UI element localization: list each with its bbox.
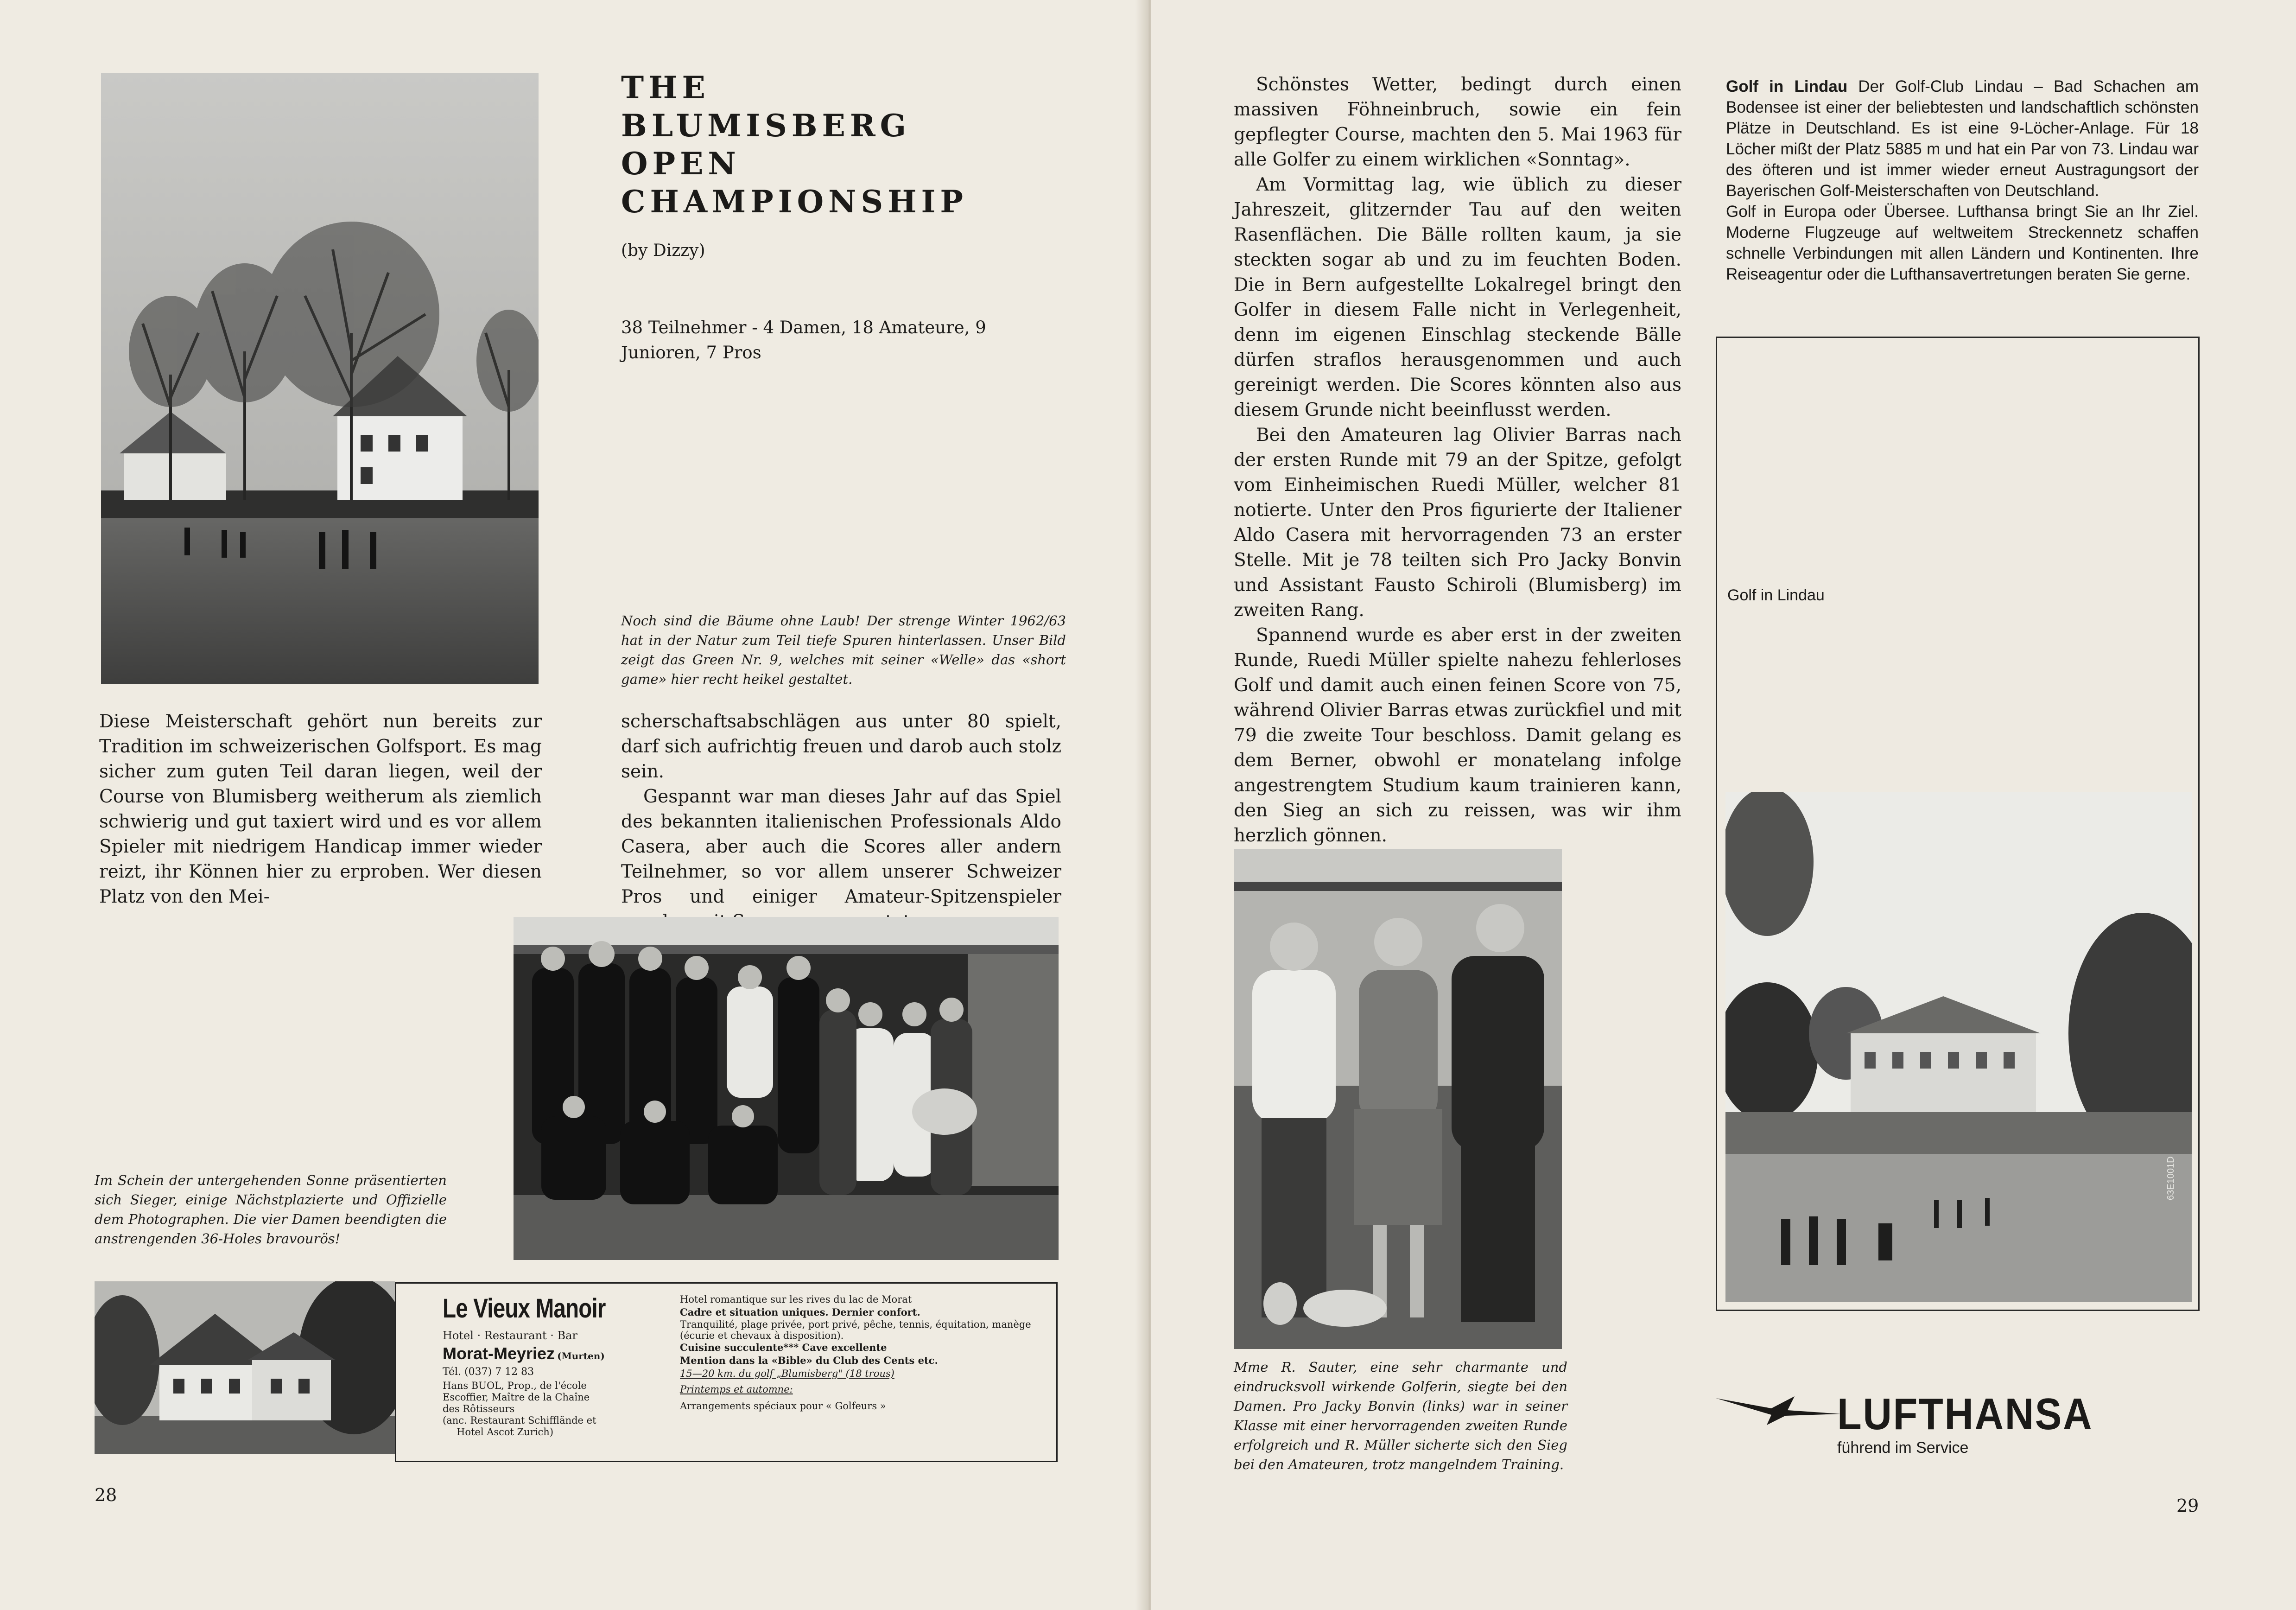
lufthansa-ad-paragraph-2: Golf in Europa oder Übersee. Lufthansa bringt Sie an Ihr Ziel. Moderne Flugzeuge auf weltweitem Streckennetz schaffen schnelle Verbindungen mit allen Ländern und Kontinenten. Ihre Reiseagentur oder die Lufthansavertretungen beraten Sie gerne. (1726, 203, 2199, 283)
ad-desc-line: Cadre et situation uniques. Dernier confort. (680, 1306, 920, 1318)
article-column-2 (621, 709, 1061, 935)
lufthansa-ad-heading: Golf in Lindau (1726, 77, 1848, 95)
ad-location-line (443, 1344, 605, 1363)
lufthansa-box-label: Golf in Lindau (1727, 586, 1825, 604)
page-number-left: 28 (95, 1485, 117, 1505)
crane-icon (1716, 1394, 1841, 1427)
ad-description (680, 1293, 1041, 1413)
col3-paragraph-1: Schönstes Wetter, bedingt durch einen massiven Föhneinbruch, sowie ein fein gepflegter Course, machten den 5. Mai 1963 für alle Golfer zu einem wirklichen «Sonntag». (1234, 74, 1681, 170)
col3-paragraph-4: Spannend wurde es aber erst in der zweiten Runde, Ruedi Müller spielte nahezu fehlerloses Golf und damit auch einen feinen Score von 75, während Olivier Barras etwas zurückfiel und mit 79 die zweite Tour beschloss. Damit gelang es dem Berner, obwohl er monatelang infolge angestrengtem Studium kaum trainieren kann, den Sieg an sich zu reissen, was wir ihm herzlich gönnen. (1234, 625, 1681, 846)
photo-caption-group: Im Schein der untergehenden Sonne präsentierten sich Sieger, einige Nächstplazierte und Offizielle dem Photographen. Die vier Damen beendigten die anstrengenden 36-Holes bravourös! (95, 1172, 447, 1247)
ad-owner-line: des Rôtisseurs (443, 1403, 515, 1414)
ad-hotel-photo (95, 1281, 395, 1454)
article-column-1 (99, 709, 542, 910)
ad-desc-line: Hotel romantique sur les rives du lac de Morat (680, 1294, 912, 1305)
title-line-2: BLUMISBERG (621, 108, 911, 144)
col2-paragraph-1: scherschaftsabschlägen aus unter 80 spielt, darf sich aufrichtig freuen und darob auch stolz sein. (621, 711, 1061, 782)
ad-desc-line: Printemps et automne: (680, 1384, 793, 1395)
ad-location: Morat-Meyriez (443, 1344, 555, 1363)
photo-clubhouse-green (101, 73, 539, 684)
ad-owner-line: Escoffier, Maître de la Chaîne (443, 1392, 590, 1403)
article-title (621, 69, 1029, 221)
photo-caption-green: Noch sind die Bäume ohne Laub! Der strenge Winter 1962/63 hat in der Natur zum Teil tiefe Spuren hinterlassen. Unser Bild zeigt das Green Nr. 9, welches mit seiner «Welle» das «short game» hier recht heikel gestaltet. (621, 613, 1066, 687)
lufthansa-logo-text: LUFTHANSA (1837, 1389, 2093, 1439)
lufthansa-ad-text (1726, 76, 2199, 285)
byline: (by Dizzy) (621, 241, 705, 260)
ad-desc-line: Tranquilité, plage privée, port privé, pêche, tennis, équitation, manège (écurie et chevaux à disposition). (680, 1319, 1031, 1341)
col2-paragraph-2: Gespannt war man dieses Jahr auf das Spiel des bekannten italienischen Professionals Aldo Casera, aber auch die Scores aller andern Teilnehmer, so vor allem unserer Schweizer Pros und einiger Amateur-Spitzenspieler (621, 786, 1061, 907)
lufthansa-slogan: führend im Service (1837, 1439, 1969, 1457)
col1-paragraph: Diese Meisterschaft gehört nun bereits zur Tradition im schweizerischen Golfsport. Es mag sicher zum guten Teil daran liegen, weil der Course von Blumisberg weitherum als ziemlich schwierig und gut taxiert wird und es vor allem Spieler mit niedrigem Handicap immer wieder reizt, ihr Können hier zu erproben. Wer diesen Platz von den Mei- (99, 711, 542, 907)
photo-lindau-golf (1725, 792, 2192, 1302)
ad-hotel-subtitle: Hotel · Restaurant · Bar (443, 1329, 577, 1342)
photo-winners-trio (1234, 849, 1562, 1349)
ad-owner-line: (anc. Restaurant Schifflände et (443, 1415, 596, 1426)
photo-group-winners (514, 917, 1059, 1260)
ad-desc-line: Arrangements spéciaux pour « Golfeurs » (680, 1400, 886, 1412)
ad-telephone: Tél. (037) 7 12 83 (443, 1366, 534, 1378)
ad-owner-line: Hans BUOL, Prop., de l'école (443, 1380, 587, 1391)
article-column-3 (1234, 72, 1681, 848)
col3-paragraph-3: Bei den Amateuren lag Olivier Barras nach der ersten Runde mit 79 an der Spitze, gefolgt vom Einheimischen Ruedi Müller, welcher 81 notierte. Unter den Pros figurierte der Italiener Aldo Casera mit hervorragenden 73 an erster Stelle. Mit je 78 teilten sich Pro Jacky Bonvin und Assistant Fausto Schiroli (Blumisberg) im zweiten Rang. (1234, 425, 1681, 621)
ad-le-vieux-manoir (395, 1282, 1058, 1462)
lufthansa-ad-frame (1716, 337, 2200, 1311)
title-line-4: CHAMPIONSHIP (621, 184, 968, 220)
ad-hotel-name: Le Vieux Manoir (443, 1293, 606, 1324)
ad-location-note: (Murten) (557, 1350, 605, 1362)
ad-desc-line: 15—20 km. du golf „Blumisberg" (18 trous) (680, 1368, 894, 1379)
ad-desc-line: Cuisine succulente*** Cave excellente (680, 1342, 887, 1353)
ad-owner-line: Hotel Ascot Zurich) (457, 1426, 554, 1438)
right-page (1151, 0, 2296, 1610)
left-page (0, 0, 1145, 1610)
ad-desc-line: Mention dans la «Bible» du Club des Cents etc. (680, 1355, 938, 1366)
col3-paragraph-2: Am Vormittag lag, wie üblich zu dieser Jahreszeit, glitzernder Tau auf den weiten Rasenflächen. Die Bälle rollten kaum, ja sie steckten sogar ab und zu im feuchten Boden. Die in Bern aufgestellte Lokalregel bringt den Golfer in diesem Falle nicht in Verlegenheit, denn im eigenen Einschlag steckende Bälle dürfen straflos herausgenommen und auch gereinigt werden. Die Scores könnten also aus diesem Grunde nicht beeinflusst werden. (1234, 174, 1681, 420)
photo-caption-winners: Mme R. Sauter, eine sehr charmante und eindrucksvoll wirkende Golferin, siegte bei den Damen. Pro Jacky Bonvin (links) war in seiner Klasse mit einer hervorragenden zweiten Runde erfolgreich und R. Müller sicherte sich den Sieg bei den Amateuren, trotz mangelndem Training. (1234, 1359, 1567, 1472)
title-line-3: OPEN (621, 146, 741, 182)
title-line-1: THE (621, 70, 710, 106)
ad-owner-block (443, 1380, 637, 1438)
lufthansa-logo (1716, 1389, 2207, 1457)
participants-text: 38 Teilnehmer - 4 Damen, 18 Amateure, 9 Junioren, 7 Pros (621, 318, 986, 363)
photo-code: 63E1001D (2166, 1156, 2176, 1200)
page-number-right: 29 (2176, 1495, 2199, 1516)
lufthansa-ad-paragraph-1: Der Golf-Club Lindau – Bad Schachen am Bodensee ist einer der beliebtesten und landschaftlich schönsten Plätze in Deutschland. Es ist eine 9-Löcher-Anlage. Für 18 Löcher mißt der Platz 5885 m und hat ein Par von 73. Lindau war des öfteren und ist immer wieder erneut Austragungsort der Bayerischen Golf-Meisterschaften von Deutschland. (1726, 77, 2199, 200)
